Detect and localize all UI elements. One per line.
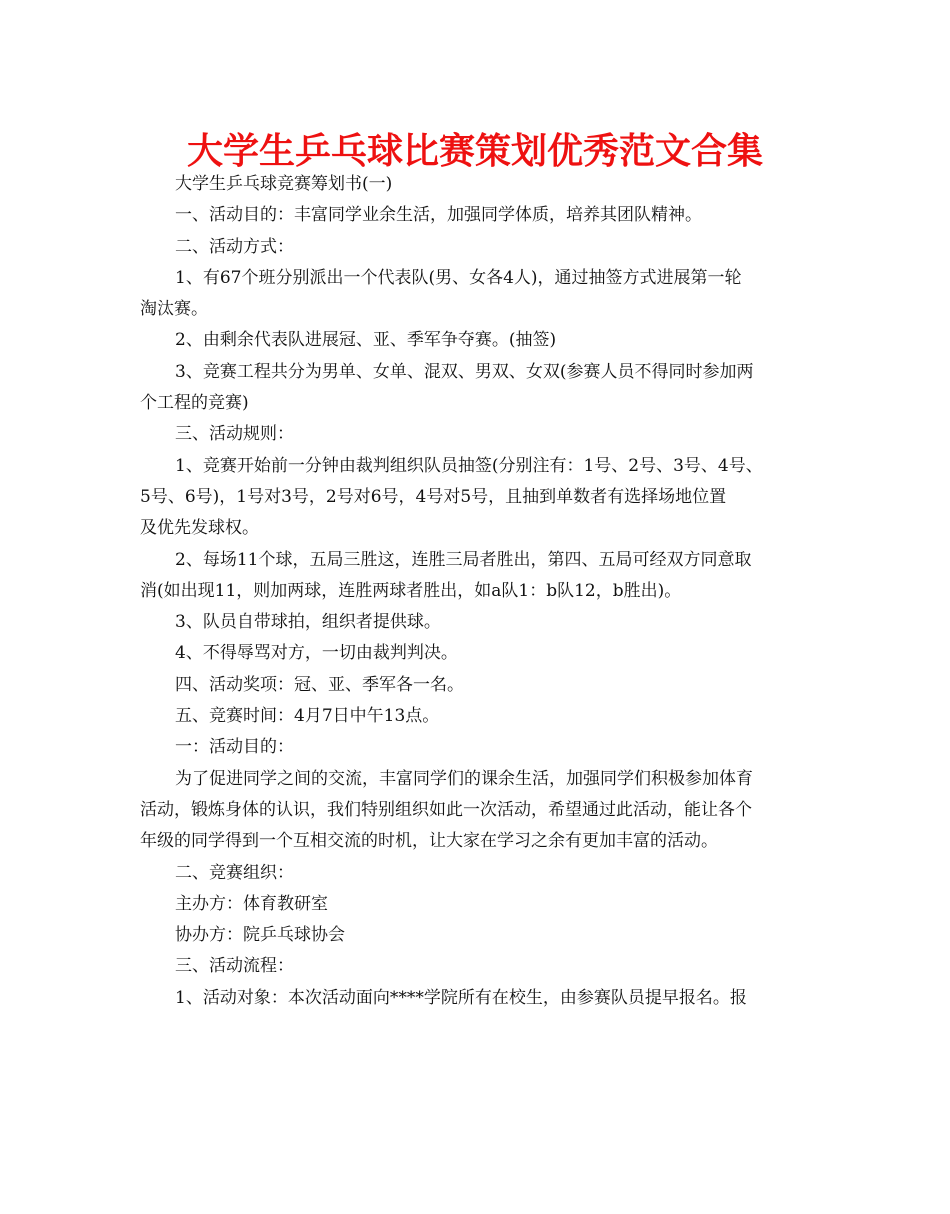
text-line: 2、每场11个球，五局三胜这，连胜三局者胜出，第四、五局可经双方同意取 (175, 549, 752, 570)
text-line: 为了促进同学之间的交流，丰富同学们的课余生活，加强同学们积极参加体育 (175, 768, 753, 789)
text-line: 1、有67个班分别派出一个代表队(男、女各4人)，通过抽签方式进展第一轮 (175, 267, 742, 288)
text-line: 三、活动流程： (175, 956, 294, 977)
text-line: 三、活动规则： (175, 424, 294, 445)
text-line: 5号、6号)，1号对3号，2号对6号，4号对5号，且抽到单数者有选择场地位置 (140, 486, 727, 507)
text-line: 二、竞赛组织： (175, 862, 294, 883)
text-line: 淘汰赛。 (140, 299, 208, 320)
text-line: 活动，锻炼身体的认识，我们特别组织如此一次活动，希望通过此活动，能让各个 (140, 799, 752, 820)
document-body (140, 169, 820, 1014)
text-line: 一：活动目的： (175, 737, 294, 758)
text-line: 4、不得辱骂对方，一切由裁判判决。 (175, 643, 458, 664)
text-line: 1、竞赛开始前一分钟由裁判组织队员抽签(分别注有：1号、2号、3号、4号、 (175, 455, 763, 476)
text-line: 3、竞赛工程共分为男单、女单、混双、男双、女双(参赛人员不得同时参加两 (175, 361, 754, 382)
text-line: 四、活动奖项：冠、亚、季军各一名。 (175, 674, 464, 695)
text-line: 五、竞赛时间：4月7日中午13点。 (175, 706, 440, 727)
text-line: 个工程的竞赛) (140, 393, 249, 414)
text-line: 2、由剩余代表队进展冠、亚、季军争夺赛。(抽签) (175, 330, 557, 351)
text-line: 协办方：院乒乓球协会 (175, 925, 345, 946)
text-line: 及优先发球权。 (140, 518, 259, 539)
text-line: 3、队员自带球拍，组织者提供球。 (175, 612, 441, 633)
text-line: 二、活动方式： (175, 236, 294, 257)
text-line: 年级的同学得到一个互相交流的时机，让大家在学习之余有更加丰富的活动。 (140, 831, 718, 852)
text-line: 消(如出现11，则加两球，连胜两球者胜出，如a队1：b队12，b胜出)。 (140, 580, 682, 601)
text-line: 大学生乒乓球竞赛筹划书(一) (175, 174, 393, 194)
text-line: 主办方：体育教研室 (175, 893, 328, 914)
text-line: 一、活动目的：丰富同学业余生活，加强同学体质，培养其团队精神。 (175, 205, 702, 226)
text-line: 1、活动对象：本次活动面向****学院所有在校生，由参赛队员提早报名。报 (175, 987, 747, 1008)
document-title: 大学生乒乓球比赛策划优秀范文合集 (186, 131, 763, 172)
